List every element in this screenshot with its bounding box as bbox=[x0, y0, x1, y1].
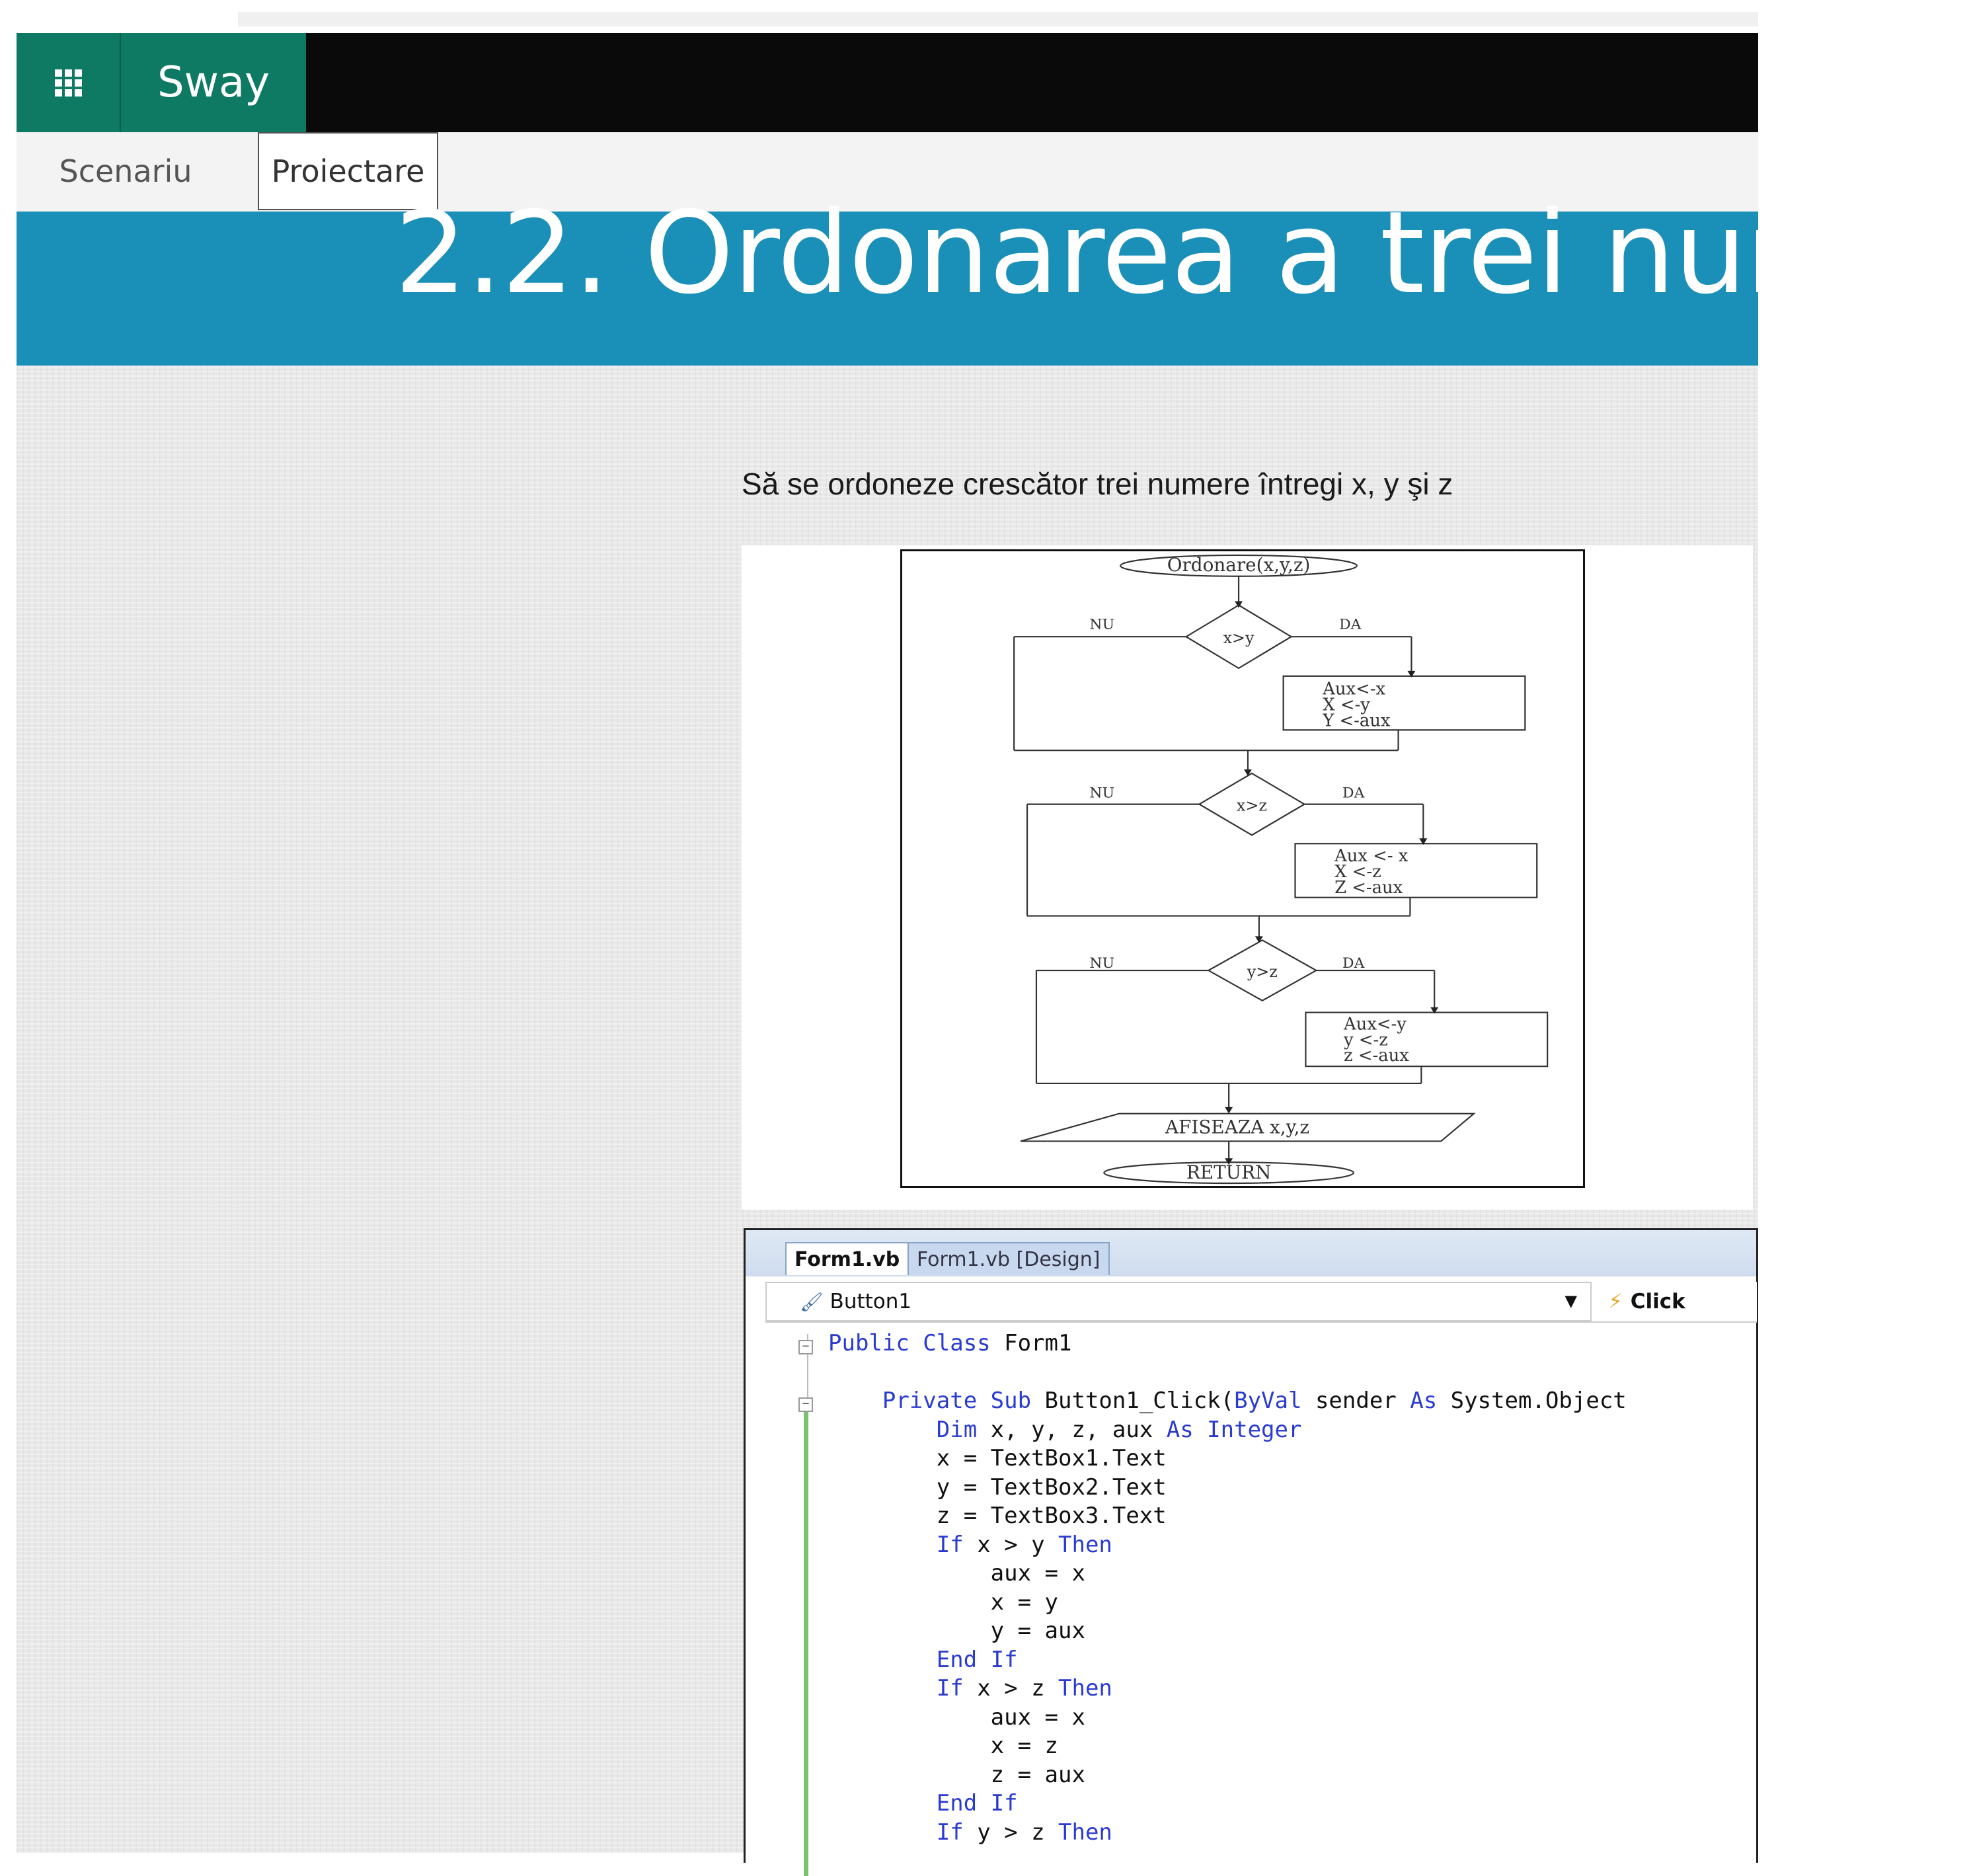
code-text: aux = x bbox=[990, 1703, 1085, 1731]
decision-2-yes: DA bbox=[1342, 785, 1365, 802]
code-line bbox=[828, 1329, 1627, 1358]
code-keyword: ByVal bbox=[1234, 1387, 1302, 1414]
document-tabs bbox=[746, 1230, 1756, 1276]
code-line bbox=[828, 1588, 1627, 1618]
code-editor-window[interactable] bbox=[744, 1228, 1758, 1863]
object-dropdown-value: Button1 bbox=[830, 1290, 912, 1313]
code-line bbox=[828, 1732, 1627, 1761]
code-text-area[interactable] bbox=[746, 1324, 1756, 1866]
code-keyword: End If bbox=[936, 1790, 1018, 1817]
code-keyword: As bbox=[1410, 1387, 1438, 1414]
decision-1-no: NU bbox=[1089, 616, 1115, 633]
collapse-class-icon[interactable]: − bbox=[798, 1340, 813, 1354]
decision-3-no: NU bbox=[1089, 955, 1115, 972]
process-1-shape bbox=[1284, 676, 1526, 730]
collapse-sub-icon[interactable]: − bbox=[798, 1397, 813, 1412]
code-text: x = TextBox1.Text bbox=[936, 1445, 1167, 1471]
code-line bbox=[828, 1617, 1627, 1646]
decision-2-no: NU bbox=[1089, 785, 1115, 802]
decision-3-yes: DA bbox=[1342, 955, 1365, 972]
process-1-line-1: Aux<-x bbox=[1323, 679, 1386, 699]
code-text: x > y bbox=[963, 1531, 1059, 1558]
code-line bbox=[828, 1473, 1627, 1503]
process-3-line-1: Aux<-y bbox=[1344, 1014, 1407, 1035]
app-bar bbox=[17, 33, 1758, 132]
code-line bbox=[828, 1646, 1627, 1675]
code-line bbox=[828, 1761, 1627, 1790]
code-line bbox=[828, 1531, 1627, 1560]
code-keyword: Private Sub bbox=[882, 1387, 1032, 1414]
code-text: x, y, z, aux bbox=[977, 1416, 1167, 1443]
flowchart-svg bbox=[902, 551, 1583, 1186]
process-1-line-3: Y <-aux bbox=[1323, 711, 1391, 731]
code-line bbox=[828, 1444, 1627, 1473]
sway-window bbox=[17, 0, 1971, 1851]
tab-form1-vb[interactable]: Form1.vb bbox=[785, 1242, 909, 1275]
code-text: z = aux bbox=[990, 1761, 1085, 1788]
process-1-line-2: X <-y bbox=[1323, 695, 1370, 715]
process-3-line-2: y <-z bbox=[1344, 1030, 1388, 1050]
decision-1-yes: DA bbox=[1339, 616, 1362, 633]
button-control-icon: 🖌 bbox=[800, 1290, 824, 1313]
decision-2-label: x>z bbox=[1236, 796, 1267, 815]
browser-top-strip bbox=[238, 12, 1758, 26]
code-line bbox=[828, 1559, 1627, 1588]
code-text: y = aux bbox=[990, 1618, 1085, 1644]
code-keyword: Then bbox=[1058, 1675, 1112, 1701]
code-line bbox=[828, 1818, 1627, 1848]
intro-text: Să se ordoneze crescător trei numere întregi x, y şi z bbox=[742, 467, 1453, 501]
section-header bbox=[17, 186, 1971, 366]
app-brand[interactable]: Sway bbox=[121, 33, 306, 132]
tab-form1-design[interactable]: Form1.vb [Design] bbox=[908, 1242, 1110, 1275]
decision-3-label: y>z bbox=[1247, 962, 1278, 981]
code-line bbox=[828, 1416, 1627, 1445]
code-line bbox=[828, 1703, 1627, 1733]
code-keyword: Dim bbox=[936, 1416, 978, 1443]
code-line bbox=[828, 1502, 1627, 1531]
code-text: x = z bbox=[990, 1733, 1058, 1759]
waffle-grid bbox=[55, 69, 82, 97]
code-text: System.Object bbox=[1437, 1387, 1627, 1414]
code-text: aux = x bbox=[990, 1560, 1085, 1586]
code-lines bbox=[828, 1329, 1627, 1847]
code-text: Button1_Click( bbox=[1031, 1387, 1235, 1414]
chevron-down-icon: ▼ bbox=[1565, 1292, 1577, 1310]
code-line bbox=[828, 1674, 1627, 1703]
code-keyword: End If bbox=[936, 1646, 1018, 1673]
process-2-line-3: Z <-aux bbox=[1334, 877, 1403, 898]
code-line bbox=[828, 1358, 1627, 1387]
code-keyword: Public Class bbox=[828, 1330, 991, 1356]
code-line bbox=[828, 1789, 1627, 1818]
tab-scenariu[interactable]: Scenariu bbox=[59, 153, 192, 189]
code-keyword: If bbox=[936, 1818, 964, 1846]
object-dropdown[interactable] bbox=[765, 1282, 1592, 1321]
flowchart-card[interactable] bbox=[742, 545, 1753, 1210]
code-keyword: As Integer bbox=[1166, 1416, 1302, 1443]
code-text: z = TextBox3.Text bbox=[936, 1503, 1167, 1529]
code-line bbox=[828, 1387, 1627, 1416]
page-title: 2.2. Ordonarea a trei numer bbox=[395, 186, 1971, 319]
content-area bbox=[17, 366, 1758, 1853]
code-keyword: Then bbox=[1058, 1818, 1112, 1846]
code-text: Form1 bbox=[990, 1330, 1072, 1356]
code-keyword: Then bbox=[1058, 1531, 1112, 1558]
code-text: x = y bbox=[990, 1588, 1058, 1616]
process-2-line-1: Aux <- x bbox=[1334, 846, 1409, 867]
flow-end-label: RETURN bbox=[1186, 1161, 1272, 1184]
code-text: x > z bbox=[963, 1675, 1059, 1701]
code-text: y > z bbox=[963, 1818, 1059, 1846]
event-dropdown-value: Click bbox=[1630, 1290, 1685, 1313]
code-text: y = TextBox2.Text bbox=[936, 1473, 1167, 1501]
code-keyword: If bbox=[936, 1531, 964, 1558]
member-navigation-bar bbox=[765, 1282, 1757, 1323]
output-label: AFISEAZA x,y,z bbox=[1165, 1116, 1310, 1138]
flow-start-label: Ordonare(x,y,z) bbox=[1167, 553, 1311, 576]
code-text: sender bbox=[1301, 1387, 1411, 1414]
event-dropdown[interactable] bbox=[1602, 1282, 1760, 1321]
lightning-event-icon: ⚡ bbox=[1608, 1290, 1623, 1313]
process-3-shape bbox=[1305, 1013, 1547, 1066]
code-keyword: If bbox=[936, 1675, 964, 1701]
process-2-line-2: X <-z bbox=[1334, 861, 1381, 882]
flowchart-image bbox=[900, 549, 1585, 1188]
process-3-line-3: z <-aux bbox=[1344, 1046, 1409, 1066]
change-tracking-bar bbox=[804, 1400, 808, 1876]
process-2-shape bbox=[1295, 843, 1537, 897]
decision-1-label: x>y bbox=[1223, 629, 1255, 648]
app-launcher-waffle-icon[interactable] bbox=[17, 33, 121, 132]
tab-proiectare[interactable]: Proiectare bbox=[258, 132, 438, 210]
